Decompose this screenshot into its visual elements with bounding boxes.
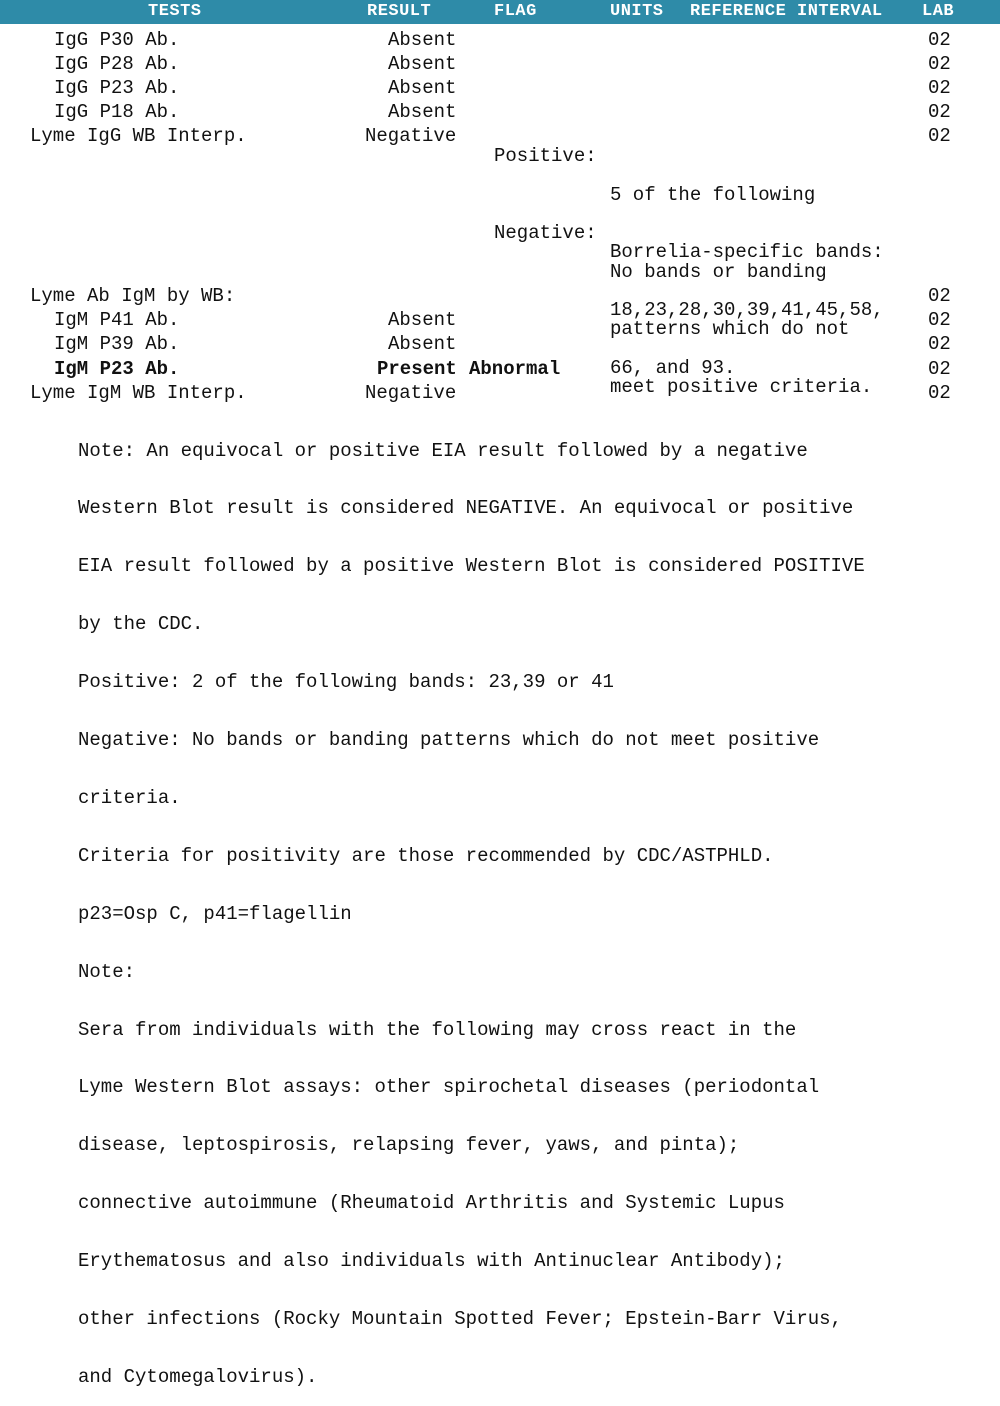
test-result: Absent (388, 333, 457, 355)
note-line: other infections (Rocky Mountain Spotted Fever; Epstein-Barr Virus, (78, 1307, 842, 1330)
note-line: Negative: No bands or banding patterns which do not meet positive (78, 729, 820, 752)
note-line: Criteria for positivity are those recommended by CDC/ASTPHLD. (78, 844, 774, 867)
lab-code: 02 (928, 125, 951, 147)
igm-interpretation-note (78, 403, 865, 1406)
table-row (0, 52, 1000, 76)
test-name: IgG P18 Ab. (54, 101, 180, 123)
note-line: and Cytomegalovirus). (78, 1365, 318, 1388)
reference-line: No bands or banding (610, 260, 827, 283)
note-line: Sera from individuals with the following may cross react in the (78, 1018, 797, 1041)
table-row (0, 76, 1000, 100)
test-name: Lyme IgG WB Interp. (30, 125, 247, 147)
reference-line: 18,23,28,30,39,41,45,58, (610, 299, 884, 322)
test-result: Absent (388, 309, 457, 331)
test-name: Lyme Ab IgM by WB: (30, 285, 236, 307)
test-result: Negative (365, 382, 457, 404)
note-line: EIA result followed by a positive Western Blot is considered POSITIVE (78, 555, 865, 578)
header-units: UNITS (610, 2, 664, 21)
test-name: IgM P41 Ab. (54, 309, 180, 331)
igg-reference-negative-label: Negative: (494, 222, 597, 244)
test-result: Present (377, 358, 457, 380)
lab-code: 02 (928, 53, 951, 75)
table-row (0, 381, 1000, 405)
lab-code: 02 (928, 285, 951, 307)
reference-line: 5 of the following (610, 183, 816, 206)
test-name: IgG P23 Ab. (54, 77, 180, 99)
lab-code: 02 (928, 382, 951, 404)
lab-code: 02 (928, 333, 951, 355)
lab-code: 02 (928, 77, 951, 99)
test-result: Absent (388, 53, 457, 75)
table-row (0, 308, 1000, 332)
test-result: Absent (388, 29, 457, 51)
table-row (0, 284, 1000, 308)
note-line: criteria. (78, 786, 181, 809)
table-row (0, 332, 1000, 356)
table-row (0, 100, 1000, 124)
note-line: Positive: 2 of the following bands: 23,39 or 41 (78, 671, 614, 694)
note-line: disease, leptospirosis, relapsing fever, yaws, and pinta); (78, 1134, 740, 1157)
reference-line: patterns which do not (610, 318, 850, 341)
note-line: connective autoimmune (Rheumatoid Arthritis and Systemic Lupus (78, 1192, 785, 1215)
note-line: Western Blot result is considered NEGATIVE. An equivocal or positive (78, 497, 854, 520)
header-flag: FLAG (494, 2, 537, 21)
table-row (0, 28, 1000, 52)
results-table-header (0, 0, 1000, 24)
reference-line: Borrelia-specific bands: (610, 241, 884, 264)
test-result: Absent (388, 101, 457, 123)
note-line: by the CDC. (78, 613, 204, 636)
test-name: Lyme IgM WB Interp. (30, 382, 247, 404)
lab-code: 02 (928, 101, 951, 123)
note-line: Erythematosus and also individuals with Antinuclear Antibody); (78, 1250, 785, 1273)
table-row-abnormal (0, 357, 1000, 381)
lab-code: 02 (928, 309, 951, 331)
reference-line: meet positive criteria. (610, 376, 873, 399)
lab-code: 02 (928, 358, 951, 380)
note-line: p23=Osp C, p41=flagellin (78, 902, 352, 925)
test-result: Absent (388, 77, 457, 99)
note-line: Note: An equivocal or positive EIA result followed by a negative (78, 439, 808, 462)
test-name: IgM P39 Ab. (54, 333, 180, 355)
reference-line: 66, and 93. (610, 357, 736, 380)
header-tests: TESTS (148, 2, 202, 21)
header-reference-interval: REFERENCE INTERVAL (690, 2, 883, 21)
header-result: RESULT (367, 2, 432, 21)
test-name: IgG P28 Ab. (54, 53, 180, 75)
abnormal-flag: Abnormal (469, 358, 561, 380)
note-line: Lyme Western Blot assays: other spirochetal diseases (periodontal (78, 1076, 820, 1099)
test-result: Negative (365, 125, 457, 147)
lab-code: 02 (928, 29, 951, 51)
test-name: IgM P23 Ab. (54, 358, 180, 380)
header-lab: LAB (922, 2, 955, 21)
note-line: Note: (78, 960, 136, 983)
test-name: IgG P30 Ab. (54, 29, 180, 51)
igg-reference-positive-label: Positive: (494, 145, 597, 167)
